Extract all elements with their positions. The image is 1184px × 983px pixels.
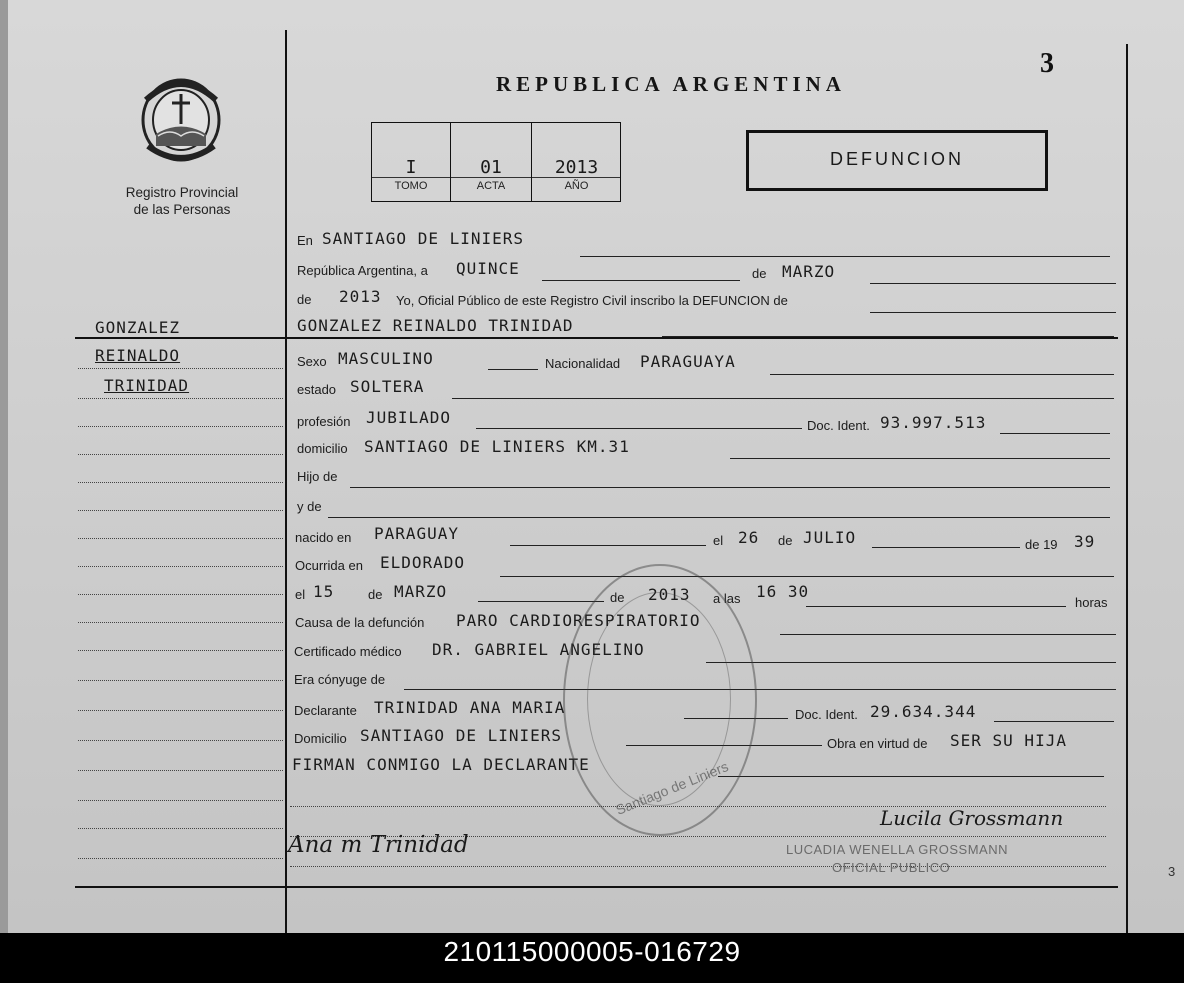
- fallec-dia-value: 15: [313, 582, 335, 601]
- official-stamp-title: OFICIAL PUBLICO: [832, 860, 951, 875]
- place-line: [580, 256, 1110, 257]
- certificado-value: DR. GABRIEL ANGELINO: [432, 640, 645, 659]
- margin-dotted-line: [78, 368, 283, 369]
- alas-label: a las: [713, 591, 741, 606]
- deceased-name-value: GONZALEZ REINALDO TRINIDAD: [297, 316, 574, 335]
- bottom-border: [75, 886, 1118, 888]
- tomo-label: TOMO: [394, 180, 428, 192]
- fallec-el-label: el: [295, 587, 306, 602]
- domicilio-value: SANTIAGO DE LINIERS KM.31: [364, 437, 630, 456]
- fallec-de2-label: de: [610, 590, 625, 605]
- nacido-de-label: de: [778, 533, 793, 548]
- firman-line: [718, 776, 1104, 777]
- causa-line: [780, 634, 1116, 635]
- month-value: MARZO: [782, 262, 836, 281]
- declarante-value: TRINIDAD ANA MARIA: [374, 698, 566, 717]
- sexo-line: [488, 369, 538, 370]
- doc-ident-label: Doc. Ident.: [807, 418, 870, 433]
- declarante-label: Declarante: [294, 703, 357, 718]
- domicilio-label: domicilio: [297, 441, 348, 456]
- tomo-cell: [372, 123, 451, 201]
- registry-line-1: Registro Provincial: [125, 185, 239, 200]
- estado-value: SOLTERA: [350, 377, 425, 396]
- margin-dotted-line: [78, 510, 283, 511]
- margin-dotted-line: [78, 650, 283, 651]
- nacido-mes-value: JULIO: [803, 528, 857, 547]
- declarante-domicilio-label: Domicilio: [294, 731, 347, 746]
- margin-dotted-line: [78, 538, 283, 539]
- causa-label: Causa de la defunción: [295, 615, 425, 630]
- fallec-mes-value: MARZO: [394, 582, 448, 601]
- official-signature: Lucila Grossmann: [880, 806, 1064, 830]
- profesion-value: JUBILADO: [366, 408, 452, 427]
- hijo-de-label: Hijo de: [297, 469, 338, 484]
- de-label: de: [752, 266, 767, 281]
- margin-dotted-line: [78, 680, 283, 681]
- en-label: En: [297, 233, 313, 248]
- place-value: SANTIAGO DE LINIERS: [322, 229, 525, 248]
- margin-dotted-line: [78, 426, 283, 427]
- margin-dotted-line: [78, 828, 283, 829]
- anio-label: AÑO: [564, 180, 589, 192]
- anio-cell: [533, 123, 620, 201]
- conyuge-label: Era cónyuge de: [294, 672, 386, 687]
- sexo-value: MASCULINO: [338, 349, 434, 368]
- left-column-divider: [285, 30, 287, 933]
- obra-label: Obra en virtud de: [827, 736, 928, 751]
- hora-line: [806, 606, 1066, 607]
- margin-dotted-line: [78, 594, 283, 595]
- certificado-label: Certificado médico: [294, 644, 402, 659]
- declarante-doc-line: [994, 721, 1114, 722]
- official-statement: Yo, Oficial Público de este Registro Civil inscribo la DEFUNCION de: [396, 293, 788, 308]
- provincial-coat-of-arms-logo: [136, 74, 226, 166]
- margin-dotted-line: [78, 398, 283, 399]
- nacido-label: nacido en: [295, 530, 352, 545]
- nacido-el-label: el: [713, 533, 724, 548]
- profesion-line: [476, 428, 802, 429]
- official-stamp-name: LUCADIA WENELLA GROSSMANN: [786, 842, 1008, 857]
- anio-value: 2013: [554, 157, 599, 178]
- ocurrida-line: [500, 576, 1114, 577]
- doc-ident-line: [1000, 433, 1110, 434]
- margin-dotted-line: [78, 770, 283, 771]
- nacido-line: [510, 545, 706, 546]
- page-binding-edge: [0, 0, 8, 933]
- right-border: [1126, 44, 1128, 933]
- nacionalidad-value: PARAGUAYA: [640, 352, 736, 371]
- y-de-line: [328, 517, 1110, 518]
- margin-dotted-line: [78, 740, 283, 741]
- nacido-de19-label: de 19: [1025, 537, 1058, 552]
- nacionalidad-line: [770, 374, 1114, 375]
- declarant-signature: Ana m Trinidad: [288, 832, 469, 858]
- margin-middle-name: TRINIDAD: [104, 376, 190, 395]
- margin-dotted-line: [78, 566, 283, 567]
- republica-label: República Argentina, a: [297, 263, 428, 278]
- causa-value: PARO CARDIORESPIRATORIO: [456, 611, 701, 630]
- registry-name: [96, 184, 268, 218]
- ocurrida-label: Ocurrida en: [295, 558, 363, 573]
- margin-dotted-line: [78, 710, 283, 711]
- nacido-value: PARAGUAY: [374, 524, 460, 543]
- obra-value: SER SU HIJA: [950, 731, 1067, 750]
- hijo-de-line: [350, 487, 1110, 488]
- fallec-de-label: de: [368, 587, 383, 602]
- acta-label: ACTA: [476, 180, 506, 192]
- de-year-label: de: [297, 292, 312, 307]
- day-line: [542, 280, 740, 281]
- seal-text: Santiago de Liniers: [613, 758, 731, 818]
- tomo-value: I: [405, 157, 417, 178]
- day-value: QUINCE: [456, 259, 520, 278]
- month-line: [870, 283, 1116, 284]
- document-title: REPUBLICA ARGENTINA: [496, 72, 846, 96]
- nacido-mes-line: [872, 547, 1020, 548]
- firman-statement: FIRMAN CONMIGO LA DECLARANTE: [292, 755, 590, 774]
- fallec-anio-value: 2013: [648, 585, 691, 604]
- estado-line: [452, 398, 1114, 399]
- margin-dotted-line: [78, 858, 283, 859]
- deceased-name-line: [662, 336, 1114, 337]
- signature-dotted-line: [290, 866, 1106, 867]
- margin-dotted-line: [78, 482, 283, 483]
- declarante-doc-value: 29.634.344: [870, 702, 977, 721]
- sexo-label: Sexo: [297, 354, 327, 369]
- fallec-mes-line: [478, 601, 604, 602]
- profesion-label: profesión: [297, 414, 351, 429]
- y-de-label: y de: [297, 499, 322, 514]
- nacionalidad-label: Nacionalidad: [545, 356, 621, 371]
- acta-value: 01: [480, 157, 502, 178]
- conyuge-line: [404, 689, 1116, 690]
- page-number: 3: [1040, 48, 1054, 79]
- doc-ident-value: 93.997.513: [880, 413, 987, 432]
- statement-line: [870, 312, 1116, 313]
- reference-table: [371, 122, 621, 202]
- declarante-doc-label: Doc. Ident.: [795, 707, 858, 722]
- certificado-line: [706, 662, 1116, 663]
- acta-cell: [451, 123, 532, 201]
- nacido-anio-value: 39: [1074, 532, 1096, 551]
- horas-label: horas: [1075, 595, 1108, 610]
- estado-label: estado: [297, 382, 337, 397]
- margin-surname: GONZALEZ: [95, 318, 181, 337]
- ocurrida-value: ELDORADO: [380, 553, 466, 572]
- record-type-label: DEFUNCION: [830, 149, 964, 169]
- registry-line-2: de las Personas: [133, 202, 231, 217]
- record-type-box: [746, 130, 1048, 191]
- margin-dotted-line: [78, 622, 283, 623]
- margin-first-name: REINALDO: [95, 346, 181, 365]
- margin-dotted-line: [78, 454, 283, 455]
- nacido-dia-value: 26: [738, 528, 760, 547]
- document-id-number: 210115000005-016729: [443, 936, 741, 967]
- domicilio-line: [730, 458, 1110, 459]
- edge-page-mark: 3: [1168, 864, 1176, 879]
- year-value: 2013: [339, 287, 382, 306]
- declarante-domicilio-value: SANTIAGO DE LINIERS: [360, 726, 563, 745]
- fallec-hora-value: 16 30: [756, 582, 810, 601]
- margin-dotted-line: [78, 800, 283, 801]
- name-section-divider: [75, 337, 1118, 339]
